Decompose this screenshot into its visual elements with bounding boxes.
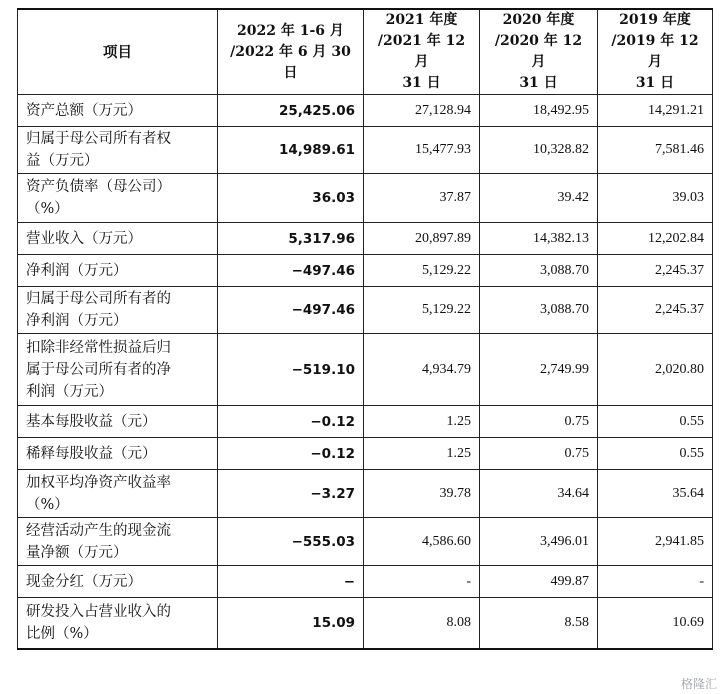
cell-value: 20,897.89 bbox=[364, 223, 480, 255]
row-label: 稀释每股收益（元） bbox=[18, 438, 218, 470]
cell-value: 34.64 bbox=[480, 470, 598, 518]
table-row bbox=[18, 127, 713, 174]
table-row bbox=[18, 438, 713, 470]
table-row bbox=[18, 598, 713, 649]
table-row bbox=[18, 518, 713, 566]
financial-data-table bbox=[17, 8, 713, 650]
header-2020: 2020 年度 /2020 年 12 月 31 日 bbox=[480, 9, 598, 95]
cell-value: 2,245.37 bbox=[598, 255, 713, 287]
cell-value: 12,202.84 bbox=[598, 223, 713, 255]
cell-value: 10.69 bbox=[598, 598, 713, 649]
row-label: 加权平均净资产收益率 （%） bbox=[18, 470, 218, 518]
cell-value: −497.46 bbox=[218, 287, 364, 334]
row-label: 资产总额（万元） bbox=[18, 95, 218, 127]
cell-value: 15,477.93 bbox=[364, 127, 480, 174]
table-row bbox=[18, 95, 713, 127]
cell-value: 2,941.85 bbox=[598, 518, 713, 566]
cell-value: 14,291.21 bbox=[598, 95, 713, 127]
cell-value: 27,128.94 bbox=[364, 95, 480, 127]
cell-value: 0.75 bbox=[480, 438, 598, 470]
cell-value: 5,317.96 bbox=[218, 223, 364, 255]
table-row bbox=[18, 174, 713, 223]
cell-value: 39.03 bbox=[598, 174, 713, 223]
cell-value: −0.12 bbox=[218, 438, 364, 470]
row-label: 净利润（万元） bbox=[18, 255, 218, 287]
cell-value: 15.09 bbox=[218, 598, 364, 649]
cell-value: 39.42 bbox=[480, 174, 598, 223]
row-label: 归属于母公司所有者权 益（万元） bbox=[18, 127, 218, 174]
header-2022h1: 2022 年 1-6 月 /2022 年 6 月 30 日 bbox=[218, 9, 364, 95]
header-row bbox=[18, 9, 713, 95]
cell-value: - bbox=[364, 566, 480, 598]
row-label: 基本每股收益（元） bbox=[18, 406, 218, 438]
cell-value: 7,581.46 bbox=[598, 127, 713, 174]
table-row bbox=[18, 223, 713, 255]
cell-value: 25,425.06 bbox=[218, 95, 364, 127]
table-row bbox=[18, 334, 713, 406]
table-row bbox=[18, 255, 713, 287]
cell-value: 14,989.61 bbox=[218, 127, 364, 174]
cell-value: 2,020.80 bbox=[598, 334, 713, 406]
cell-value: 2,749.99 bbox=[480, 334, 598, 406]
cell-value: 3,088.70 bbox=[480, 255, 598, 287]
cell-value: 35.64 bbox=[598, 470, 713, 518]
cell-value: 499.87 bbox=[480, 566, 598, 598]
cell-value: −0.12 bbox=[218, 406, 364, 438]
cell-value: 36.03 bbox=[218, 174, 364, 223]
row-label: 扣除非经常性损益后归 属于母公司所有者的净 利润（万元） bbox=[18, 334, 218, 406]
header-2021: 2021 年度 /2021 年 12 月 31 日 bbox=[364, 9, 480, 95]
cell-value: −497.46 bbox=[218, 255, 364, 287]
cell-value: 1.25 bbox=[364, 406, 480, 438]
cell-value: 3,496.01 bbox=[480, 518, 598, 566]
cell-value: 8.58 bbox=[480, 598, 598, 649]
cell-value: 2,245.37 bbox=[598, 287, 713, 334]
cell-value: 4,586.60 bbox=[364, 518, 480, 566]
cell-value: −519.10 bbox=[218, 334, 364, 406]
cell-value: 18,492.95 bbox=[480, 95, 598, 127]
cell-value: −555.03 bbox=[218, 518, 364, 566]
header-item: 项目 bbox=[18, 9, 218, 95]
cell-value: 5,129.22 bbox=[364, 287, 480, 334]
row-label: 经营活动产生的现金流 量净额（万元） bbox=[18, 518, 218, 566]
row-label: 营业收入（万元） bbox=[18, 223, 218, 255]
cell-value: 0.55 bbox=[598, 406, 713, 438]
cell-value: 5,129.22 bbox=[364, 255, 480, 287]
table-row bbox=[18, 406, 713, 438]
cell-value: 3,088.70 bbox=[480, 287, 598, 334]
cell-value: 10,328.82 bbox=[480, 127, 598, 174]
row-label: 归属于母公司所有者的 净利润（万元） bbox=[18, 287, 218, 334]
cell-value: - bbox=[598, 566, 713, 598]
cell-value: 39.78 bbox=[364, 470, 480, 518]
row-label: 研发投入占营业收入的 比例（%） bbox=[18, 598, 218, 649]
row-label: 现金分红（万元） bbox=[18, 566, 218, 598]
cell-value: 37.87 bbox=[364, 174, 480, 223]
header-2019: 2019 年度 /2019 年 12 月 31 日 bbox=[598, 9, 713, 95]
cell-value: 14,382.13 bbox=[480, 223, 598, 255]
cell-value: − bbox=[218, 566, 364, 598]
cell-value: 0.75 bbox=[480, 406, 598, 438]
watermark: 格隆汇 bbox=[680, 677, 717, 691]
cell-value: 1.25 bbox=[364, 438, 480, 470]
cell-value: 8.08 bbox=[364, 598, 480, 649]
row-label: 资产负债率（母公司） （%） bbox=[18, 174, 218, 223]
cell-value: 4,934.79 bbox=[364, 334, 480, 406]
table-row bbox=[18, 566, 713, 598]
cell-value: 0.55 bbox=[598, 438, 713, 470]
table-row bbox=[18, 287, 713, 334]
table-row bbox=[18, 470, 713, 518]
cell-value: −3.27 bbox=[218, 470, 364, 518]
